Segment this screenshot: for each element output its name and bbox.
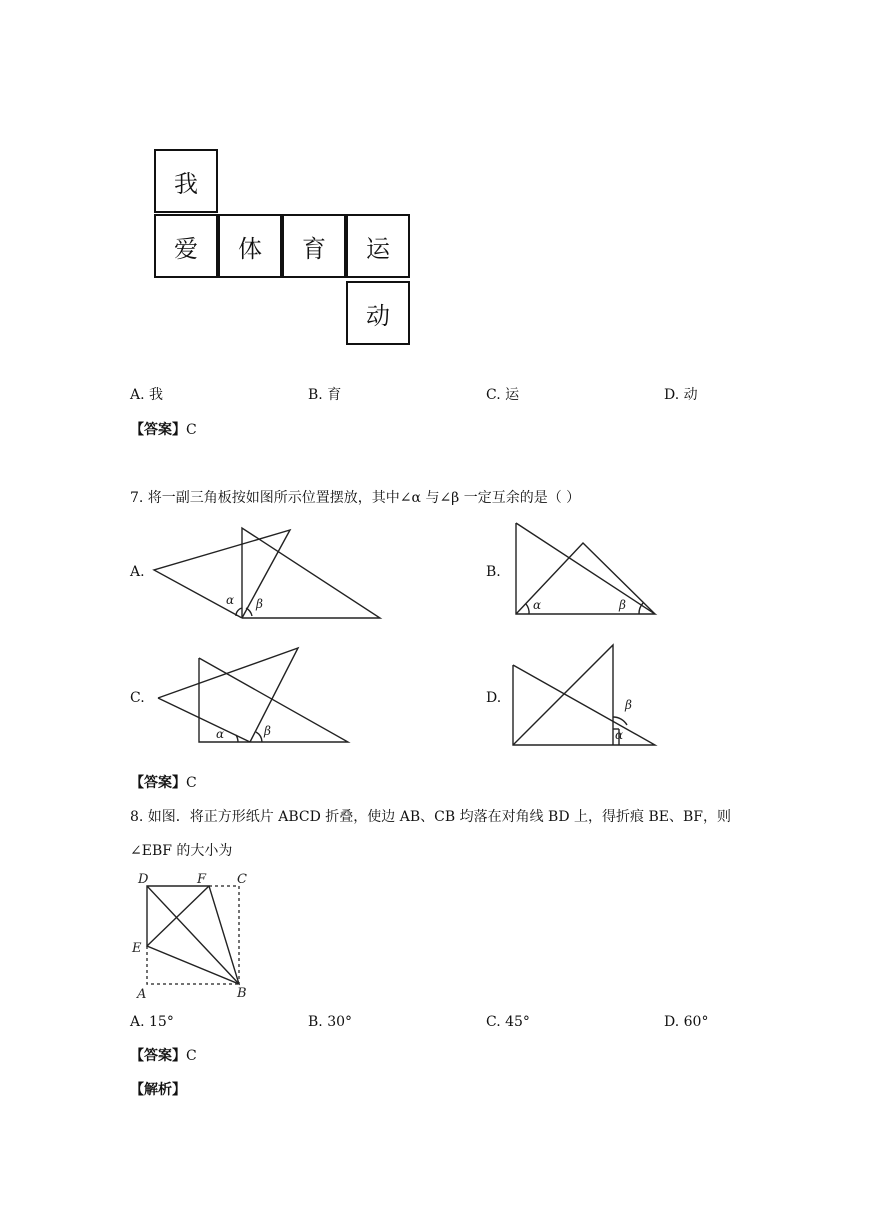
point-b-label: B xyxy=(237,986,247,1001)
q6-answer xyxy=(130,421,197,439)
point-d-label: D xyxy=(138,872,149,887)
alpha-label: α xyxy=(216,727,225,741)
beta-label: β xyxy=(619,598,626,612)
q7-figure-b xyxy=(505,515,665,625)
q7-figure-a xyxy=(140,520,390,630)
q8-answer xyxy=(130,1047,197,1065)
q8-square-figure xyxy=(125,866,260,1006)
net-cell-ai: 爱 xyxy=(154,214,218,278)
answer-label: 【答案】 xyxy=(130,422,186,438)
q6-option-c: C. 运 xyxy=(486,387,520,403)
q8-analysis-label: 【解析】 xyxy=(130,1082,186,1098)
q7-question: 7. 将一副三角板按如图所示位置摆放，其中∠α 与∠β 一定互余的是（ ） xyxy=(130,490,581,506)
q7-answer xyxy=(130,774,197,792)
alpha-label: α xyxy=(615,728,624,742)
net-cell-dong: 动 xyxy=(346,281,410,345)
q8-option-b: B. 30° xyxy=(308,1014,353,1030)
q8-question-line1: 8. 如图．将正方形纸片 ABCD 折叠，使边 AB、CB 均落在对角线 BD 上，得折痕 BE、BF，则 xyxy=(130,809,731,825)
q8-question-line2: ∠EBF 的大小为 xyxy=(130,843,233,859)
q6-option-a: A. 我 xyxy=(130,387,164,403)
answer-label: 【答案】 xyxy=(130,775,186,791)
q7-figure-c xyxy=(150,643,360,753)
net-cell-ti: 体 xyxy=(218,214,282,278)
q6-option-d: D. 动 xyxy=(664,387,698,403)
q8-option-a: A. 15° xyxy=(130,1014,174,1030)
q7-label-d: D. xyxy=(486,690,502,706)
net-cell-yun: 运 xyxy=(346,214,410,278)
q7-label-a: A. xyxy=(130,564,145,580)
q8-option-c: C. 45° xyxy=(486,1014,530,1030)
q7-label-c: C. xyxy=(130,690,145,706)
answer-value: C xyxy=(186,775,197,791)
alpha-label: α xyxy=(226,593,235,607)
answer-value: C xyxy=(186,422,197,438)
point-a-label: A xyxy=(137,987,147,1002)
q8-option-d: D. 60° xyxy=(664,1014,709,1030)
beta-label: β xyxy=(625,698,632,712)
point-e-label: E xyxy=(132,941,142,956)
net-cell-yu: 育 xyxy=(282,214,346,278)
beta-label: β xyxy=(256,597,263,611)
answer-value: C xyxy=(186,1048,197,1064)
answer-label: 【答案】 xyxy=(130,1048,186,1064)
beta-label: β xyxy=(264,724,271,738)
net-cell-wo: 我 xyxy=(154,149,218,213)
q7-figure-d xyxy=(505,637,665,752)
q6-option-b: B. 育 xyxy=(308,387,342,403)
point-c-label: C xyxy=(237,872,247,887)
q7-label-b: B. xyxy=(486,564,501,580)
alpha-label: α xyxy=(533,598,542,612)
point-f-label: F xyxy=(197,872,207,887)
